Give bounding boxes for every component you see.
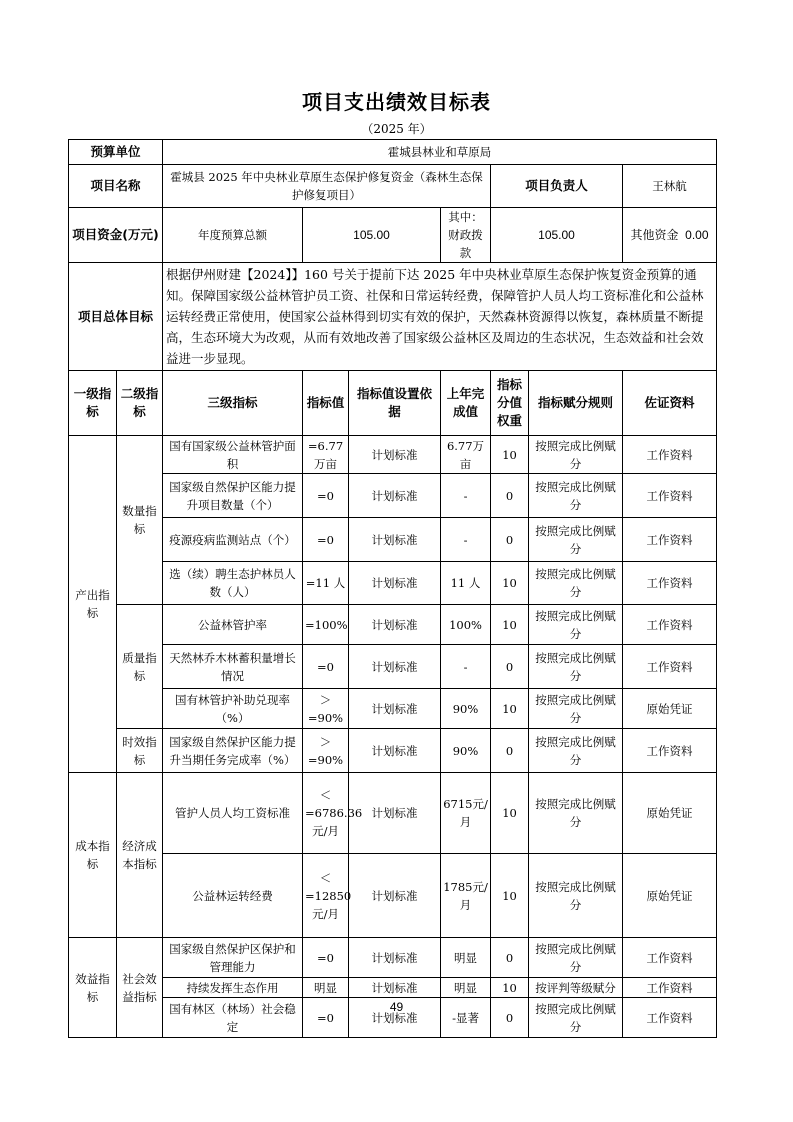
indicator-value: =0 — [303, 998, 349, 1038]
header-row — [69, 371, 717, 436]
indicator-evidence: 工作资料 — [623, 938, 717, 978]
indicator-rule: 按照完成比例赋分 — [529, 689, 623, 729]
indicator-name: 疫源疫病监测站点（个） — [163, 518, 303, 562]
unit-value: 霍城县林业和草原局 — [163, 140, 717, 165]
leader-label: 项目负责人 — [491, 165, 623, 208]
other-funds — [623, 208, 717, 263]
indicator-evidence: 工作资料 — [623, 562, 717, 605]
indicator-weight: 10 — [491, 773, 529, 854]
indicator-value: =0 — [303, 474, 349, 518]
indicator-value: ＞=90% — [303, 729, 349, 773]
unit-row — [69, 140, 717, 165]
indicator-rule: 按照完成比例赋分 — [529, 518, 623, 562]
year-label: （2025 年） — [361, 122, 432, 136]
table-row — [69, 773, 717, 854]
indicator-last: 11 人 — [441, 562, 491, 605]
indicator-last: - — [441, 518, 491, 562]
indicator-rule: 按照完成比例赋分 — [529, 605, 623, 645]
indicator-name: 国家级自然保护区保护和管理能力 — [163, 938, 303, 978]
indicator-weight: 10 — [491, 605, 529, 645]
page-number: 49 — [389, 1000, 404, 1014]
indicator-name: 天然林乔木林蓄积量增长情况 — [163, 645, 303, 689]
table-row — [69, 645, 717, 689]
indicator-name: 国家级自然保护区能力提升当期任务完成率（%） — [163, 729, 303, 773]
indicator-last: -显著 — [441, 998, 491, 1038]
indicator-evidence: 原始凭证 — [623, 854, 717, 938]
indicator-basis: 计划标准 — [349, 854, 441, 938]
goal-value: 根据伊州财建【2024】】160 号关于提前下达 2025 年中央林业草原生态保护恢复资金预算的通知。保障国家级公益林管护员工资、社保和日常运转经费，保障管护人员人均工资标准化和公益林运转经费正常使用，使国家公益林得到切实有效的保护，天然森林资源得以恢复，森林质量不断提高，生态环境大为改观，从而有效地改善了国家级公益林区及周边的生态状况，生态效益和社会效益进一步显现。 — [163, 263, 717, 371]
indicator-weight: 10 — [491, 436, 529, 474]
indicator-value: ＞=90% — [303, 689, 349, 729]
table-row — [69, 978, 717, 998]
indicator-name: 国家级自然保护区能力提升项目数量（个） — [163, 474, 303, 518]
indicator-rule: 按照完成比例赋分 — [529, 474, 623, 518]
budget-value: 105.00 — [303, 208, 441, 263]
indicator-value: ＜=6786.36元/月 — [303, 773, 349, 854]
indicator-weight: 0 — [491, 474, 529, 518]
goal-label: 项目总体目标 — [69, 263, 163, 371]
group-quality: 质量指标 — [117, 605, 163, 729]
fund-label: 项目资金(万元) — [69, 208, 163, 263]
indicator-name: 国有国家级公益林管护面积 — [163, 436, 303, 474]
indicator-last: - — [441, 474, 491, 518]
indicator-value: =0 — [303, 645, 349, 689]
indicator-value: ＜=12850元/月 — [303, 854, 349, 938]
indicator-value: 明显 — [303, 978, 349, 998]
indicator-name: 管护人员人均工资标准 — [163, 773, 303, 854]
indicator-basis: 计划标准 — [349, 773, 441, 854]
indicator-evidence: 工作资料 — [623, 645, 717, 689]
indicator-weight: 10 — [491, 562, 529, 605]
indicator-rule: 按照完成比例赋分 — [529, 938, 623, 978]
name-label: 项目名称 — [69, 165, 163, 208]
table-row — [69, 474, 717, 518]
indicator-basis: 计划标准 — [349, 436, 441, 474]
indicator-weight: 10 — [491, 689, 529, 729]
indicator-weight: 0 — [491, 518, 529, 562]
indicator-name: 选（续）聘生态护林员人数（人） — [163, 562, 303, 605]
indicator-rule: 按照完成比例赋分 — [529, 436, 623, 474]
indicator-last: 90% — [441, 689, 491, 729]
indicator-name: 国有林管护补助兑现率（%） — [163, 689, 303, 729]
indicator-evidence: 工作资料 — [623, 474, 717, 518]
indicator-value: =6.77万亩 — [303, 436, 349, 474]
indicator-basis: 计划标准 — [349, 605, 441, 645]
indicator-evidence: 原始凭证 — [623, 773, 717, 854]
indicator-rule: 按评判等级赋分 — [529, 978, 623, 998]
indicator-weight: 0 — [491, 645, 529, 689]
header-level3: 三级指标 — [163, 371, 303, 436]
leader-value: 王林航 — [623, 165, 717, 208]
table-row — [69, 562, 717, 605]
header-value: 指标值 — [303, 371, 349, 436]
group-benefit: 效益指标 — [69, 938, 117, 1038]
unit-label: 预算单位 — [69, 140, 163, 165]
indicator-evidence: 工作资料 — [623, 518, 717, 562]
indicator-evidence: 工作资料 — [623, 998, 717, 1038]
indicator-rule: 按照完成比例赋分 — [529, 645, 623, 689]
indicator-value: =11 人 — [303, 562, 349, 605]
name-row — [69, 165, 717, 208]
table-row — [69, 689, 717, 729]
group-cost: 成本指标 — [69, 773, 117, 938]
other-value: 0.00 — [685, 228, 709, 242]
goal-row — [69, 263, 717, 371]
group-quantity: 数量指标 — [117, 436, 163, 605]
indicator-rule: 按照完成比例赋分 — [529, 729, 623, 773]
table-row — [69, 938, 717, 978]
indicator-basis: 计划标准 — [349, 562, 441, 605]
header-last-year: 上年完成值 — [441, 371, 491, 436]
group-social-benefit: 社会效益指标 — [117, 938, 163, 1038]
fiscal-value: 105.00 — [491, 208, 623, 263]
table-row — [69, 854, 717, 938]
indicator-rule: 按照完成比例赋分 — [529, 998, 623, 1038]
header-level1: 一级指标 — [69, 371, 117, 436]
indicator-evidence: 工作资料 — [623, 436, 717, 474]
table-row — [69, 436, 717, 474]
indicator-basis: 计划标准 — [349, 518, 441, 562]
indicator-last: 明显 — [441, 978, 491, 998]
indicator-evidence: 原始凭证 — [623, 689, 717, 729]
indicator-weight: 10 — [491, 854, 529, 938]
indicator-name: 公益林管护率 — [163, 605, 303, 645]
header-weight: 指标分值权重 — [491, 371, 529, 436]
fiscal-label: 其中：财政拨款 — [441, 208, 491, 263]
indicator-evidence: 工作资料 — [623, 978, 717, 998]
indicator-value: =100% — [303, 605, 349, 645]
indicator-rule: 按照完成比例赋分 — [529, 773, 623, 854]
indicator-last: 6.77万亩 — [441, 436, 491, 474]
indicator-last: 90% — [441, 729, 491, 773]
indicator-basis: 计划标准 — [349, 645, 441, 689]
indicator-value: =0 — [303, 518, 349, 562]
indicator-last: 100% — [441, 605, 491, 645]
indicator-rule: 按照完成比例赋分 — [529, 562, 623, 605]
table-row — [69, 518, 717, 562]
indicator-name: 国有林区（林场）社会稳定 — [163, 998, 303, 1038]
group-timeliness: 时效指标 — [117, 729, 163, 773]
fund-row — [69, 208, 717, 263]
indicator-basis: 计划标准 — [349, 689, 441, 729]
indicator-basis: 计划标准 — [349, 474, 441, 518]
page-title: 项目支出绩效目标表 — [302, 90, 491, 114]
indicator-weight: 0 — [491, 938, 529, 978]
indicator-name: 公益林运转经费 — [163, 854, 303, 938]
header-evidence: 佐证资料 — [623, 371, 717, 436]
indicator-evidence: 工作资料 — [623, 605, 717, 645]
performance-table — [68, 139, 717, 1038]
other-label: 其他资金 — [630, 228, 679, 242]
indicator-weight: 0 — [491, 729, 529, 773]
indicator-value: =0 — [303, 938, 349, 978]
indicator-last: 1785元/月 — [441, 854, 491, 938]
name-value: 霍城县 2025 年中央林业草原生态保护修复资金（森林生态保护修复项目） — [163, 165, 491, 208]
table-row — [69, 729, 717, 773]
indicator-basis: 计划标准 — [349, 978, 441, 998]
indicator-last: 明显 — [441, 938, 491, 978]
indicator-basis: 计划标准 — [349, 998, 441, 1038]
header-basis: 指标值设置依据 — [349, 371, 441, 436]
group-economic-cost: 经济成本指标 — [117, 773, 163, 938]
indicator-last: 6715元/月 — [441, 773, 491, 854]
header-rule: 指标赋分规则 — [529, 371, 623, 436]
indicator-weight: 10 — [491, 978, 529, 998]
header-level2: 二级指标 — [117, 371, 163, 436]
indicator-basis: 计划标准 — [349, 729, 441, 773]
indicator-rule: 按照完成比例赋分 — [529, 854, 623, 938]
indicator-weight: 0 — [491, 998, 529, 1038]
group-output: 产出指标 — [69, 436, 117, 773]
indicator-evidence: 工作资料 — [623, 729, 717, 773]
table-row — [69, 605, 717, 645]
indicator-name: 持续发挥生态作用 — [163, 978, 303, 998]
indicator-last: - — [441, 645, 491, 689]
indicator-basis: 计划标准 — [349, 938, 441, 978]
budget-label: 年度预算总额 — [163, 208, 303, 263]
